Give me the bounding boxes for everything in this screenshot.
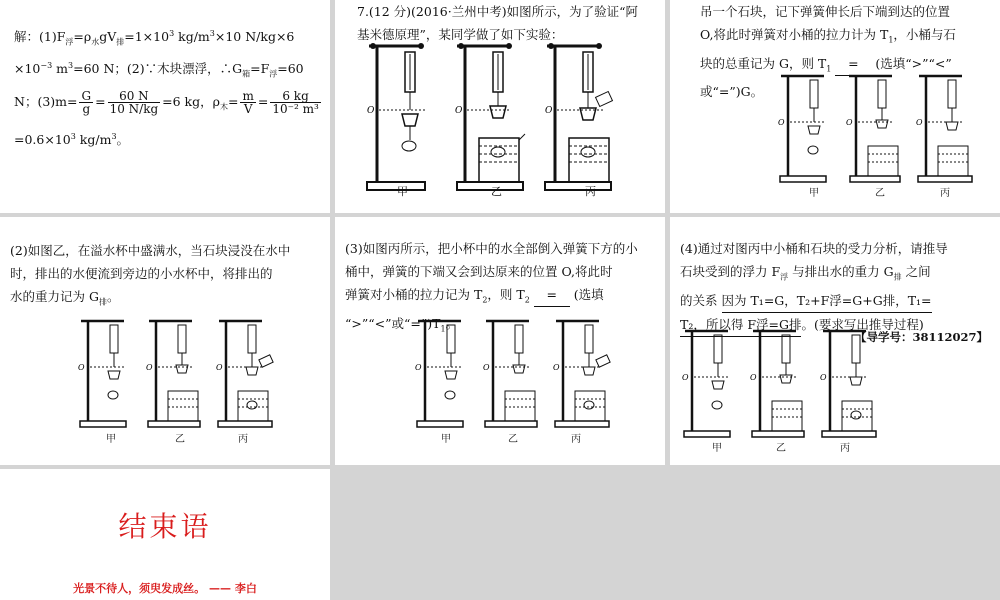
- setup-jia: [367, 43, 425, 190]
- svg-text:O: O: [778, 118, 785, 127]
- svg-text:O: O: [483, 363, 490, 372]
- apparatus-diagram: [778, 72, 988, 192]
- slide-thumbnail-2[interactable]: [335, 0, 665, 213]
- question-line-4: “>”“<”或“$=”)T_1$。: [345, 315, 459, 333]
- question-line-1: (3)如图丙所示，把小杯中的水全部倒入弹簧下方的小: [345, 241, 638, 256]
- answer-derivation-2: T₂，所以得 F浮=G排: [680, 313, 801, 337]
- solution-line-3: N；(3)m= $\frac{G}{g}$ = $\frac{60 N}{10 N/kg}$ =6 kg，$\rho_木=$ $\frac{m}{V}$ = $\frac{6 kg}{\text{10⁻² m³}}$: [14, 89, 319, 117]
- apparatus-diagram: [78, 317, 288, 437]
- question-line-3: 块的总重记为 G，则 $T_1$ = (选填“>”“<”: [700, 52, 998, 81]
- question-part2-text: [10, 239, 326, 314]
- label-jia: 甲: [712, 443, 722, 454]
- setup-bing: [545, 43, 612, 190]
- label-jia: 甲: [441, 434, 451, 445]
- question-line-1: 吊一个石块，记下弹簧伸长后下端到达的位置: [700, 4, 951, 19]
- label-bing: 丙: [238, 434, 248, 445]
- solution-line-2: $\times 10^{-3}$ $m^3=60$ N；(2)∵木块漂浮，$\therefore G_箱=F_浮=60$: [14, 60, 304, 79]
- solution-line-4: $=0.6\times 10^3$ $kg/m^3$。: [14, 131, 130, 147]
- question-line-3: 的关系 因为 T₁=G，T₂+F浮=G+G排，T₁=: [680, 289, 998, 313]
- apparatus-diagram: [415, 317, 625, 437]
- slide-thumbnail-6[interactable]: [670, 217, 1000, 465]
- label-jia: 甲: [809, 188, 819, 199]
- slide-thumbnail-1[interactable]: [0, 0, 330, 213]
- question-line-4: T₂，所以得 F浮=G排。(要求写出推导过程): [680, 313, 998, 337]
- question-line-2: 桶中，弹簧的下端又会到达原来的位置 O,将此时: [345, 264, 613, 279]
- slide-thumbnail-4[interactable]: [0, 217, 330, 465]
- label-yi: 乙: [491, 185, 502, 198]
- label-bing: 丙: [585, 185, 596, 198]
- label-bing: 丙: [571, 434, 581, 445]
- label-jia: 甲: [106, 434, 116, 445]
- guide-number: 【导学号：38112027】: [854, 330, 988, 344]
- label-yi: 乙: [508, 434, 518, 445]
- question-line-2: 基米德原理”，某同学做了如下实验：: [357, 27, 564, 42]
- svg-text:O: O: [216, 363, 223, 372]
- label-yi: 乙: [776, 443, 786, 454]
- question-7-text: [357, 0, 662, 46]
- label-yi: 乙: [875, 188, 885, 199]
- svg-text:O: O: [455, 106, 463, 116]
- svg-text:O: O: [367, 106, 375, 116]
- question-line-1: 7.(12 分)(2016·兰州中考)如图所示，为了验证“阿: [357, 4, 638, 19]
- svg-text:O: O: [415, 363, 422, 372]
- svg-text:O: O: [682, 373, 689, 382]
- svg-text:O: O: [846, 118, 853, 127]
- question-line-2: 石块受到的浮力 $F_浮$ 与排出水的重力 $G_排$ 之间: [680, 264, 931, 282]
- question-line-3: 水的重力记为 $G_排$。: [10, 289, 120, 307]
- answer-derivation-1: 因为 T₁=G，T₂+F浮=G+G排，T₁=: [722, 289, 932, 313]
- answer-blank: =: [835, 52, 871, 76]
- question-line-3: 弹簧对小桶的拉力记为 $T_2$，则 $T_2$ = (选填: [345, 283, 663, 312]
- question-line-2: O,将此时弹簧对小桶的拉力计为 $T_1$，小桶与石: [700, 27, 956, 45]
- closing-quote: 光景不待人，须臾发成丝。 —— 李白: [73, 582, 257, 595]
- question-part4-text: [680, 237, 998, 337]
- question-line-1: (4)通过对图丙中小桶和石块的受力分析，请推导: [680, 241, 948, 256]
- svg-text:O: O: [553, 363, 560, 372]
- svg-text:O: O: [916, 118, 923, 127]
- slide-thumbnail-3[interactable]: [670, 0, 1000, 213]
- svg-text:O: O: [820, 373, 827, 382]
- svg-text:O: O: [146, 363, 153, 372]
- label-bing: 丙: [840, 443, 850, 454]
- question-line-4: 或“=”)G。: [700, 84, 764, 99]
- setup-yi: [455, 43, 525, 190]
- question-line-1: (2)如图乙，在溢水杯中盛满水，当石块浸没在水中: [10, 243, 291, 258]
- solution-line-1: 解：$(1)F_浮=\rho_水gV_排=1\times 10^3$ $kg/m^3\times 10$ N/kg×6: [14, 29, 295, 47]
- label-jia: 甲: [397, 185, 408, 198]
- label-bing: 丙: [940, 188, 950, 199]
- solution-text: [14, 22, 324, 151]
- svg-text:O: O: [545, 106, 553, 116]
- svg-text:O: O: [750, 373, 757, 382]
- answer-blank: =: [534, 283, 570, 307]
- closing-title: 结束语: [118, 510, 212, 543]
- slide-thumbnail-5[interactable]: [335, 217, 665, 465]
- apparatus-diagram: [682, 327, 892, 447]
- question-line-2: 时，排出的水便流到旁边的小水杯中，将排出的: [10, 266, 273, 281]
- label-yi: 乙: [175, 434, 185, 445]
- svg-text:O: O: [78, 363, 85, 372]
